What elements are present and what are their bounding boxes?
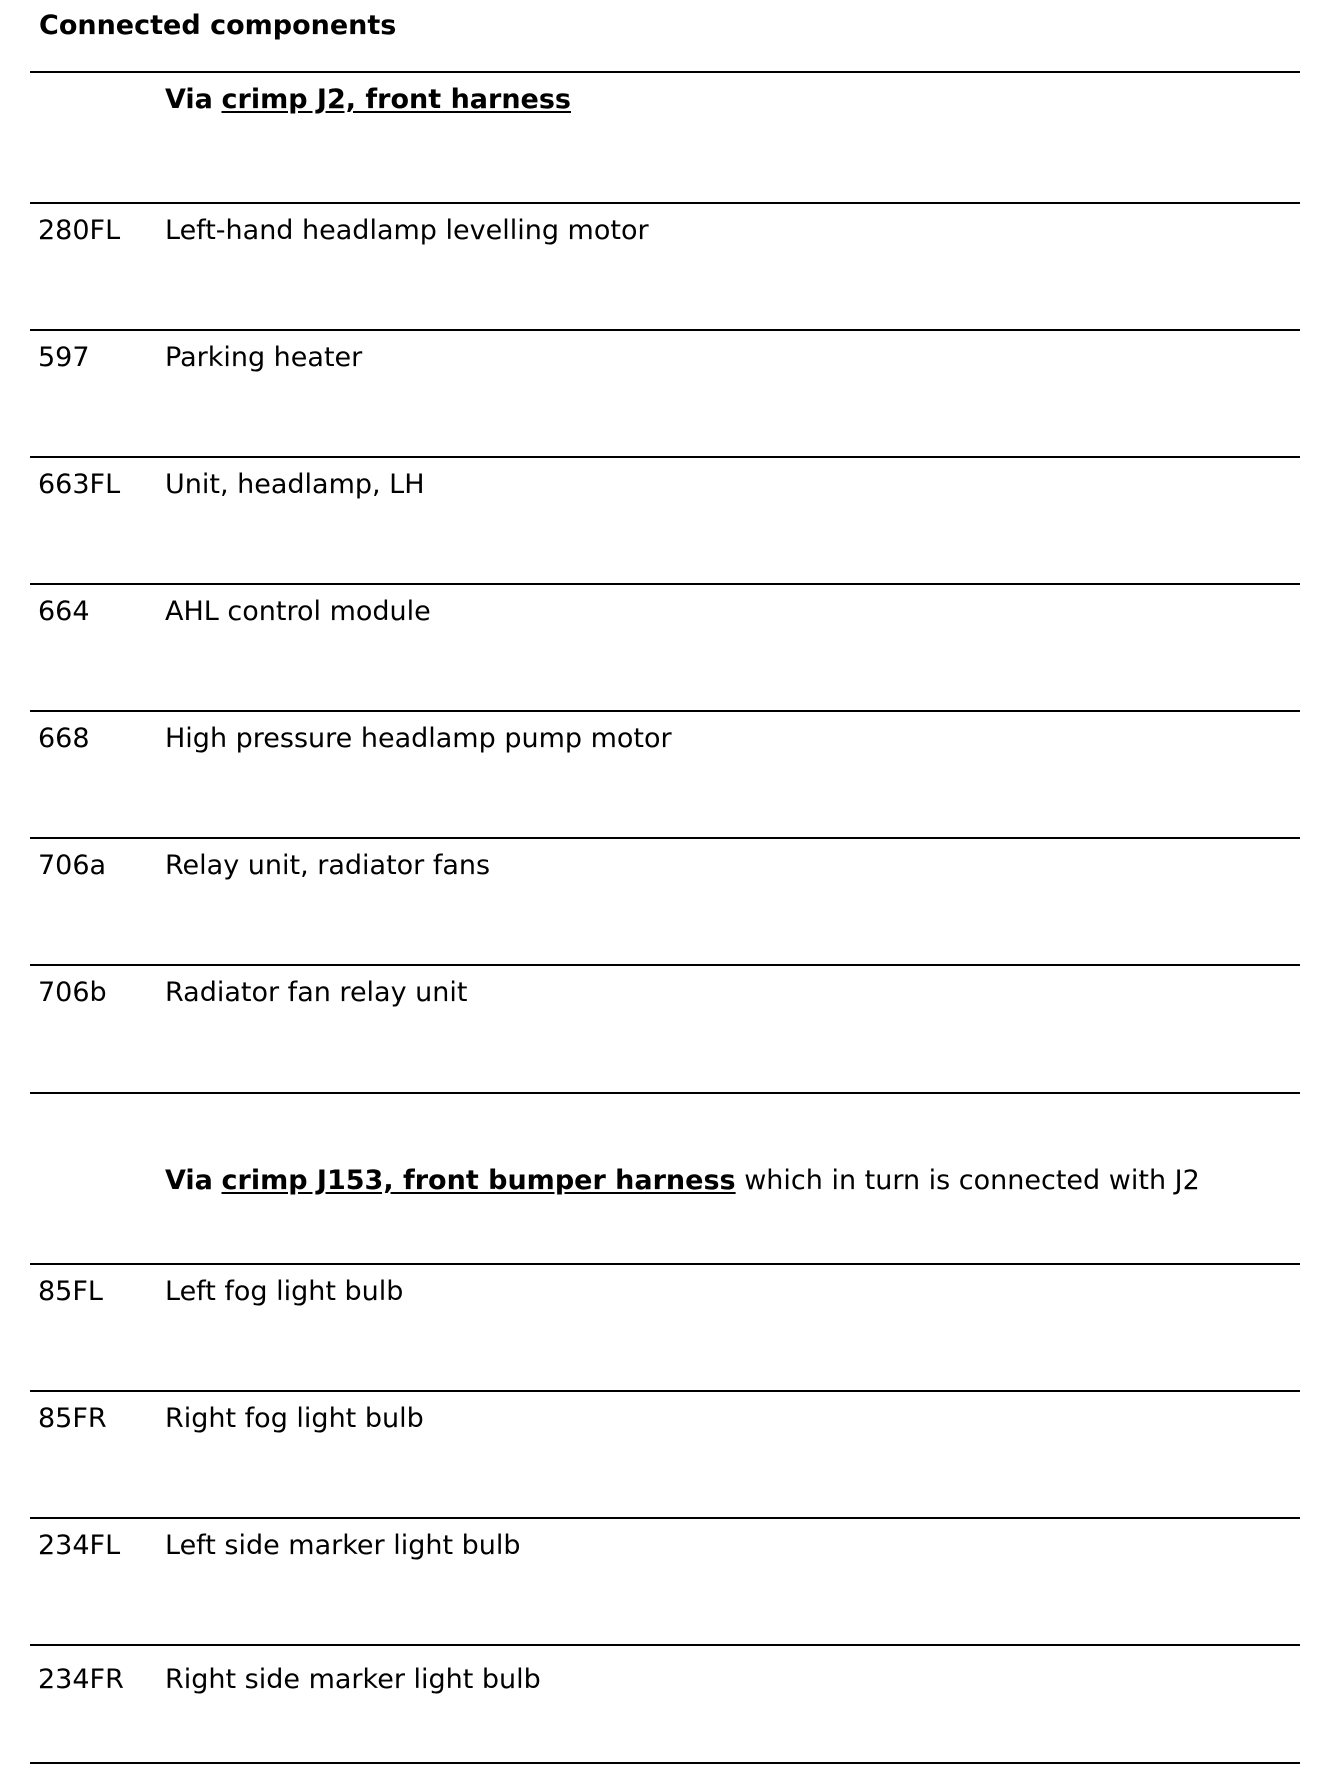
table-row [0, 594, 1328, 634]
component-code: 706b [38, 977, 107, 1008]
component-description: Left-hand headlamp levelling motor [165, 215, 649, 246]
table-row [0, 1528, 1328, 1568]
component-code: 85FL [38, 1276, 103, 1307]
group-heading-prefix: Via [165, 84, 213, 115]
component-description: Relay unit, radiator fans [165, 850, 491, 881]
divider [30, 1092, 1300, 1094]
component-code: 664 [38, 596, 90, 627]
component-description: Left fog light bulb [165, 1276, 404, 1307]
component-code: 85FR [38, 1403, 107, 1434]
divider [30, 583, 1300, 585]
table-row [0, 1662, 1328, 1702]
component-description: Right side marker light bulb [165, 1664, 541, 1695]
table-row [0, 1274, 1328, 1314]
component-code: 668 [38, 723, 90, 754]
table-row [0, 1401, 1328, 1441]
component-code: 663FL [38, 469, 121, 500]
component-code: 234FR [38, 1664, 124, 1695]
divider [30, 202, 1300, 204]
divider [30, 1517, 1300, 1519]
component-code: 597 [38, 342, 90, 373]
component-description: Parking heater [165, 342, 363, 373]
divider [30, 1390, 1300, 1392]
table-row [0, 848, 1328, 888]
divider [30, 710, 1300, 712]
group-heading-prefix: Via [165, 1165, 213, 1196]
component-description: Left side marker light bulb [165, 1530, 521, 1561]
component-description: Unit, headlamp, LH [165, 469, 425, 500]
divider [30, 1263, 1300, 1265]
component-description: Radiator fan relay unit [165, 977, 468, 1008]
harness-link[interactable]: crimp J153, front bumper harness [221, 1165, 736, 1196]
divider [30, 837, 1300, 839]
group-heading [165, 1163, 1200, 1199]
page-title: Connected components [39, 10, 397, 41]
component-description: High pressure headlamp pump motor [165, 723, 672, 754]
table-row [0, 340, 1328, 380]
group-heading [165, 82, 571, 118]
divider [30, 1644, 1300, 1646]
table-row [0, 213, 1328, 253]
component-description: Right fog light bulb [165, 1403, 424, 1434]
divider [30, 329, 1300, 331]
component-code: 280FL [38, 215, 121, 246]
divider [30, 1762, 1300, 1764]
table-row [0, 467, 1328, 507]
table-row [0, 975, 1328, 1015]
divider [30, 456, 1300, 458]
component-code: 234FL [38, 1530, 121, 1561]
divider [30, 71, 1300, 73]
group-heading-suffix: which in turn is connected with J2 [744, 1165, 1200, 1196]
divider [30, 964, 1300, 966]
table-row [0, 721, 1328, 761]
component-code: 706a [38, 850, 107, 881]
harness-link[interactable]: crimp J2, front harness [221, 84, 571, 115]
component-description: AHL control module [165, 596, 431, 627]
